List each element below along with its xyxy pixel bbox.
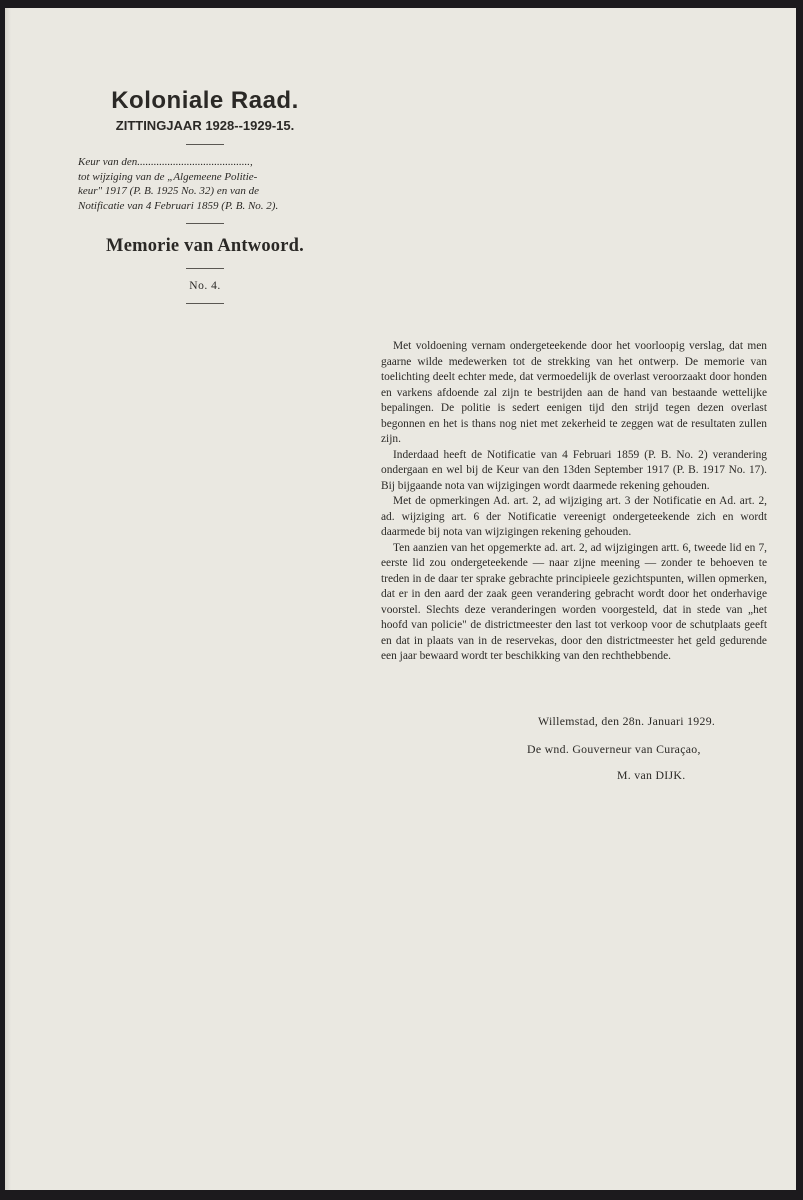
divider-rule — [186, 144, 224, 145]
decree-line: keur" 1917 (P. B. 1925 No. 32) en van de — [78, 185, 259, 197]
paragraph: Met voldoening vernam ondergeteekende door het voorloopig verslag, dat men gaarne wilde medewerken tot de strekking van het ontwerp. De memorie van toelichting deelt echter mede, dat vermoedelijk de overlast veroorzaakt door honden en varkens afdoende zal zijn te bestrijden aan de hand van bestaande wettelijke bepalingen. De politie is sedert eenigen tijd den strijd tegen dezen overlast begonnen en het is thans nog niet met zekerheid te zeggen wat de resultaten zullen zijn. — [381, 340, 767, 445]
decree-line: Keur van den........................................., — [78, 156, 253, 168]
header-block — [70, 86, 340, 314]
signature-name: M. van DIJK. — [617, 768, 686, 782]
document-page — [5, 8, 796, 1190]
divider-rule — [186, 223, 224, 224]
decree-line: tot wijziging van de „Algemeene Politie- — [78, 170, 258, 183]
paragraph: Ten aanzien van het opgemerkte ad. art. 2, ad wijzigingen artt. 6, tweede lid en 7, eerste lid zou ondergeteekende — naar zijne meening — zonder te behoeven te treden in de daar ter sprake gebrachte principieele gezichtspunten, willen opmerken, dat er in den aard der zaak geen verandering gebracht wordt door het onderhavige voorstel. Slechts deze veranderingen worden voorgesteld, dat in stede van „het hoofd van policie" de districtmeester den last tot verkoop voor de schutplaats geeft en dat in plaats van in de reservekas, door den districtmeester het geld gedurende een jaar bewaard wordt ter beschikking van den rechthebbende. — [381, 541, 767, 662]
paragraph: Met de opmerkingen Ad. art. 2, ad wijziging art. 3 der Notificatie en Ad. art. 2, ad. wijziging art. 6 der Notificatie vereenigt ondergeteekende zich en wordt daarmede bij nota van wijzigingen rekening gehouden. — [381, 495, 767, 538]
signature-place-date: Willemstad, den 28n. Januari 1929. — [538, 714, 716, 728]
document-number: No. 4. — [189, 280, 221, 292]
signature-role: De wnd. Gouverneur van Curaçao, — [527, 742, 701, 756]
page-edge-shadow — [5, 8, 11, 1190]
paragraph: Inderdaad heeft de Notificatie van 4 Februari 1859 (P. B. No. 2) verandering ondergaan en wel bij de Keur van den 13den September 1917 (P. B. 1917 No. 17). Bij bijgaande nota van wijzigingen wordt daarmede rekening gehouden. — [381, 448, 767, 492]
body-text — [381, 339, 767, 665]
document-title: Memorie van Antwoord. — [106, 236, 304, 256]
org-title: Koloniale Raad. — [111, 87, 299, 114]
divider-rule — [186, 303, 224, 304]
decree-line: Notificatie van 4 Februari 1859 (P. B. No. 2). — [78, 199, 279, 212]
session-year: ZITTINGJAAR 1928--1929-15. — [115, 118, 295, 133]
divider-rule — [186, 268, 224, 269]
decree-description — [78, 155, 336, 213]
